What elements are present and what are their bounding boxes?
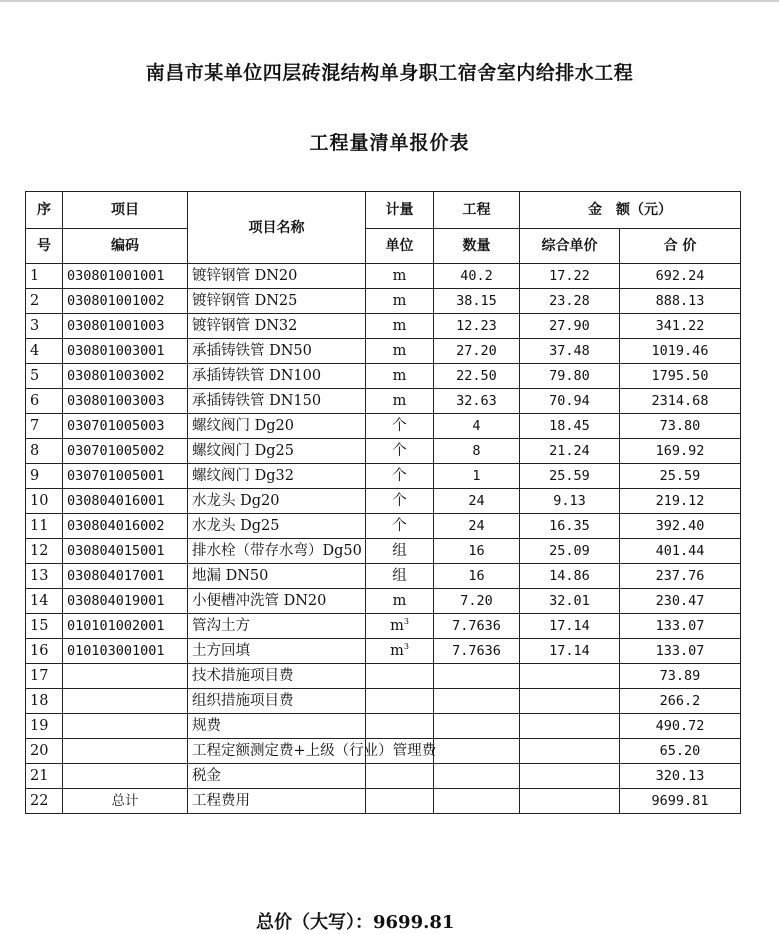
cell-total: 401.44	[620, 539, 741, 564]
cell-no: 22	[26, 789, 63, 814]
cell-unit: m	[366, 264, 434, 289]
table-row	[26, 314, 741, 339]
cell-total: 133.07	[620, 639, 741, 664]
header-unit-bottom: 单位	[366, 229, 434, 264]
cell-unit	[366, 789, 434, 814]
cell-code: 030801003001	[63, 339, 188, 364]
header-total: 合 价	[620, 229, 741, 264]
table-body	[26, 264, 741, 814]
cell-name: 规费	[188, 714, 366, 739]
cell-unit-price: 14.86	[520, 564, 620, 589]
cell-unit-price: 32.01	[520, 589, 620, 614]
cell-unit-price	[520, 714, 620, 739]
cell-code: 030701005003	[63, 414, 188, 439]
cell-code: 总计	[63, 789, 188, 814]
header-row-1	[26, 192, 741, 229]
table-row	[26, 514, 741, 539]
cell-no: 4	[26, 339, 63, 364]
cell-no: 21	[26, 764, 63, 789]
cell-qty: 40.2	[434, 264, 520, 289]
cell-code: 030801001002	[63, 289, 188, 314]
cell-unit: $m^3$	[366, 614, 434, 639]
cell-qty: 24	[434, 489, 520, 514]
cell-code: 030804016002	[63, 514, 188, 539]
cell-no: 2	[26, 289, 63, 314]
quote-table	[25, 191, 741, 814]
cell-qty: 24	[434, 514, 520, 539]
cell-qty: 16	[434, 564, 520, 589]
cell-unit-price: 27.90	[520, 314, 620, 339]
cell-name: 水龙头 Dg25	[188, 514, 366, 539]
cell-code	[63, 714, 188, 739]
cell-code: 010103001001	[63, 639, 188, 664]
cell-unit-price: 9.13	[520, 489, 620, 514]
cell-unit: 组	[366, 564, 434, 589]
cell-unit: 个	[366, 414, 434, 439]
cell-unit-price: 21.24	[520, 439, 620, 464]
cell-name: 组织措施项目费	[188, 689, 366, 714]
cell-unit: $m^3$	[366, 639, 434, 664]
header-code-top: 项目	[63, 192, 188, 229]
cell-qty: 38.15	[434, 289, 520, 314]
table-row	[26, 689, 741, 714]
cell-code: 030804015001	[63, 539, 188, 564]
cell-unit-price	[520, 739, 620, 764]
cell-qty	[434, 689, 520, 714]
cell-no: 20	[26, 739, 63, 764]
cell-qty: 12.23	[434, 314, 520, 339]
header-seq-top: 序	[26, 192, 63, 229]
header-qty-bottom: 数量	[434, 229, 520, 264]
cell-name: 水龙头 Dg20	[188, 489, 366, 514]
cell-unit: m	[366, 389, 434, 414]
cell-name: 镀锌钢管 DN32	[188, 314, 366, 339]
table-row	[26, 539, 741, 564]
cell-no: 5	[26, 364, 63, 389]
unit-superscript: 3	[403, 617, 409, 627]
cell-name: 螺纹阀门 Dg20	[188, 414, 366, 439]
cell-name: 螺纹阀门 Dg25	[188, 439, 366, 464]
table-row	[26, 489, 741, 514]
cell-unit-price	[520, 764, 620, 789]
table-row	[26, 389, 741, 414]
cell-unit: m	[366, 314, 434, 339]
table-row	[26, 764, 741, 789]
total-in-words: 总价（大写）：9699.81	[256, 912, 455, 933]
cell-code: 010101002001	[63, 614, 188, 639]
cell-unit: m	[366, 589, 434, 614]
cell-name: 管沟土方	[188, 614, 366, 639]
cell-code: 030804019001	[63, 589, 188, 614]
cell-no: 14	[26, 589, 63, 614]
cell-no: 1	[26, 264, 63, 289]
cell-name: 地漏 DN50	[188, 564, 366, 589]
unit-superscript: 3	[403, 642, 409, 652]
table-row	[26, 364, 741, 389]
cell-unit	[366, 764, 434, 789]
table-row	[26, 439, 741, 464]
cell-code: 030801001001	[63, 264, 188, 289]
document-title: 南昌市某单位四层砖混结构单身职工宿舍室内给排水工程	[145, 62, 634, 84]
cell-code	[63, 764, 188, 789]
cell-name: 小便槽冲洗管 DN20	[188, 589, 366, 614]
cell-unit: m	[366, 364, 434, 389]
cell-unit-price: 25.09	[520, 539, 620, 564]
cell-code: 030801003003	[63, 389, 188, 414]
table-row	[26, 614, 741, 639]
cell-name: 螺纹阀门 Dg32	[188, 464, 366, 489]
cell-no: 6	[26, 389, 63, 414]
table-row	[26, 464, 741, 489]
cell-total: 2314.68	[620, 389, 741, 414]
top-border-line	[0, 0, 779, 2]
cell-unit: m	[366, 289, 434, 314]
cell-name: 工程定额测定费+上级（行业）管理费	[188, 739, 366, 764]
header-unit-top: 计量	[366, 192, 434, 229]
header-unit-price: 综合单价	[520, 229, 620, 264]
table-row	[26, 339, 741, 364]
cell-code: 030804017001	[63, 564, 188, 589]
cell-unit-price	[520, 664, 620, 689]
cell-unit	[366, 664, 434, 689]
cell-unit-price: 70.94	[520, 389, 620, 414]
cell-total: 888.13	[620, 289, 741, 314]
cell-no: 3	[26, 314, 63, 339]
header-seq-bottom: 号	[26, 229, 63, 264]
cell-no: 19	[26, 714, 63, 739]
cell-total: 692.24	[620, 264, 741, 289]
cell-unit-price	[520, 789, 620, 814]
cell-name: 承插铸铁管 DN50	[188, 339, 366, 364]
cell-code	[63, 689, 188, 714]
cell-qty	[434, 739, 520, 764]
table-row	[26, 639, 741, 664]
cell-no: 10	[26, 489, 63, 514]
cell-unit-price: 23.28	[520, 289, 620, 314]
header-qty-top: 工程	[434, 192, 520, 229]
table-row	[26, 264, 741, 289]
cell-code	[63, 739, 188, 764]
cell-no: 16	[26, 639, 63, 664]
cell-name: 承插铸铁管 DN150	[188, 389, 366, 414]
table-row	[26, 714, 741, 739]
cell-unit	[366, 689, 434, 714]
cell-total: 219.12	[620, 489, 741, 514]
cell-name: 排水栓（带存水弯）Dg50	[188, 539, 366, 564]
cell-no: 13	[26, 564, 63, 589]
cell-qty: 27.20	[434, 339, 520, 364]
header-amount-group: 金 额（元）	[520, 192, 741, 229]
cell-total: 73.89	[620, 664, 741, 689]
cell-total: 266.2	[620, 689, 741, 714]
cell-unit-price: 17.14	[520, 614, 620, 639]
cell-qty: 7.7636	[434, 639, 520, 664]
cell-total: 25.59	[620, 464, 741, 489]
cell-name: 工程费用	[188, 789, 366, 814]
cell-no: 11	[26, 514, 63, 539]
cell-no: 8	[26, 439, 63, 464]
cell-qty	[434, 789, 520, 814]
cell-code: 030801001003	[63, 314, 188, 339]
cell-code	[63, 664, 188, 689]
cell-code: 030801003002	[63, 364, 188, 389]
cell-name: 承插铸铁管 DN100	[188, 364, 366, 389]
cell-unit: 个	[366, 489, 434, 514]
cell-qty: 16	[434, 539, 520, 564]
cell-total: 169.92	[620, 439, 741, 464]
cell-unit	[366, 714, 434, 739]
cell-qty: 4	[434, 414, 520, 439]
cell-name: 镀锌钢管 DN20	[188, 264, 366, 289]
cell-total: 9699.81	[620, 789, 741, 814]
cell-no: 12	[26, 539, 63, 564]
cell-unit-price: 16.35	[520, 514, 620, 539]
cell-total: 1795.50	[620, 364, 741, 389]
header-row-2	[26, 229, 741, 264]
cell-name: 税金	[188, 764, 366, 789]
cell-total: 133.07	[620, 614, 741, 639]
cell-unit: 个	[366, 514, 434, 539]
cell-no: 7	[26, 414, 63, 439]
cell-no: 17	[26, 664, 63, 689]
table-row	[26, 414, 741, 439]
table-row	[26, 739, 741, 764]
cell-unit-price: 25.59	[520, 464, 620, 489]
cell-qty	[434, 714, 520, 739]
cell-no: 9	[26, 464, 63, 489]
cell-no: 18	[26, 689, 63, 714]
cell-total: 230.47	[620, 589, 741, 614]
table-row	[26, 564, 741, 589]
header-code-bottom: 编码	[63, 229, 188, 264]
table-row	[26, 589, 741, 614]
cell-total: 341.22	[620, 314, 741, 339]
cell-code: 030701005001	[63, 464, 188, 489]
cell-qty: 7.20	[434, 589, 520, 614]
cell-total: 490.72	[620, 714, 741, 739]
cell-name: 镀锌钢管 DN25	[188, 289, 366, 314]
cell-unit-price: 79.80	[520, 364, 620, 389]
cell-unit-price: 17.14	[520, 639, 620, 664]
cell-unit: m	[366, 339, 434, 364]
header-name: 项目名称	[188, 192, 366, 264]
cell-qty: 22.50	[434, 364, 520, 389]
cell-qty: 32.63	[434, 389, 520, 414]
cell-name: 土方回填	[188, 639, 366, 664]
cell-unit-price: 17.22	[520, 264, 620, 289]
cell-qty: 8	[434, 439, 520, 464]
cell-total: 1019.46	[620, 339, 741, 364]
cell-unit-price: 18.45	[520, 414, 620, 439]
cell-total: 320.13	[620, 764, 741, 789]
cell-no: 15	[26, 614, 63, 639]
cell-code: 030804016001	[63, 489, 188, 514]
cell-unit: 个	[366, 439, 434, 464]
document-subtitle: 工程量清单报价表	[309, 132, 470, 154]
cell-total: 73.80	[620, 414, 741, 439]
cell-unit: 组	[366, 539, 434, 564]
cell-unit: 个	[366, 464, 434, 489]
cell-qty: 1	[434, 464, 520, 489]
cell-code: 030701005002	[63, 439, 188, 464]
cell-qty	[434, 664, 520, 689]
cell-qty	[434, 764, 520, 789]
cell-qty: 7.7636	[434, 614, 520, 639]
table-row	[26, 289, 741, 314]
cell-total: 65.20	[620, 739, 741, 764]
table-row	[26, 789, 741, 814]
cell-unit-price	[520, 689, 620, 714]
cell-total: 237.76	[620, 564, 741, 589]
cell-name: 技术措施项目费	[188, 664, 366, 689]
cell-total: 392.40	[620, 514, 741, 539]
table-row	[26, 664, 741, 689]
cell-unit-price: 37.48	[520, 339, 620, 364]
